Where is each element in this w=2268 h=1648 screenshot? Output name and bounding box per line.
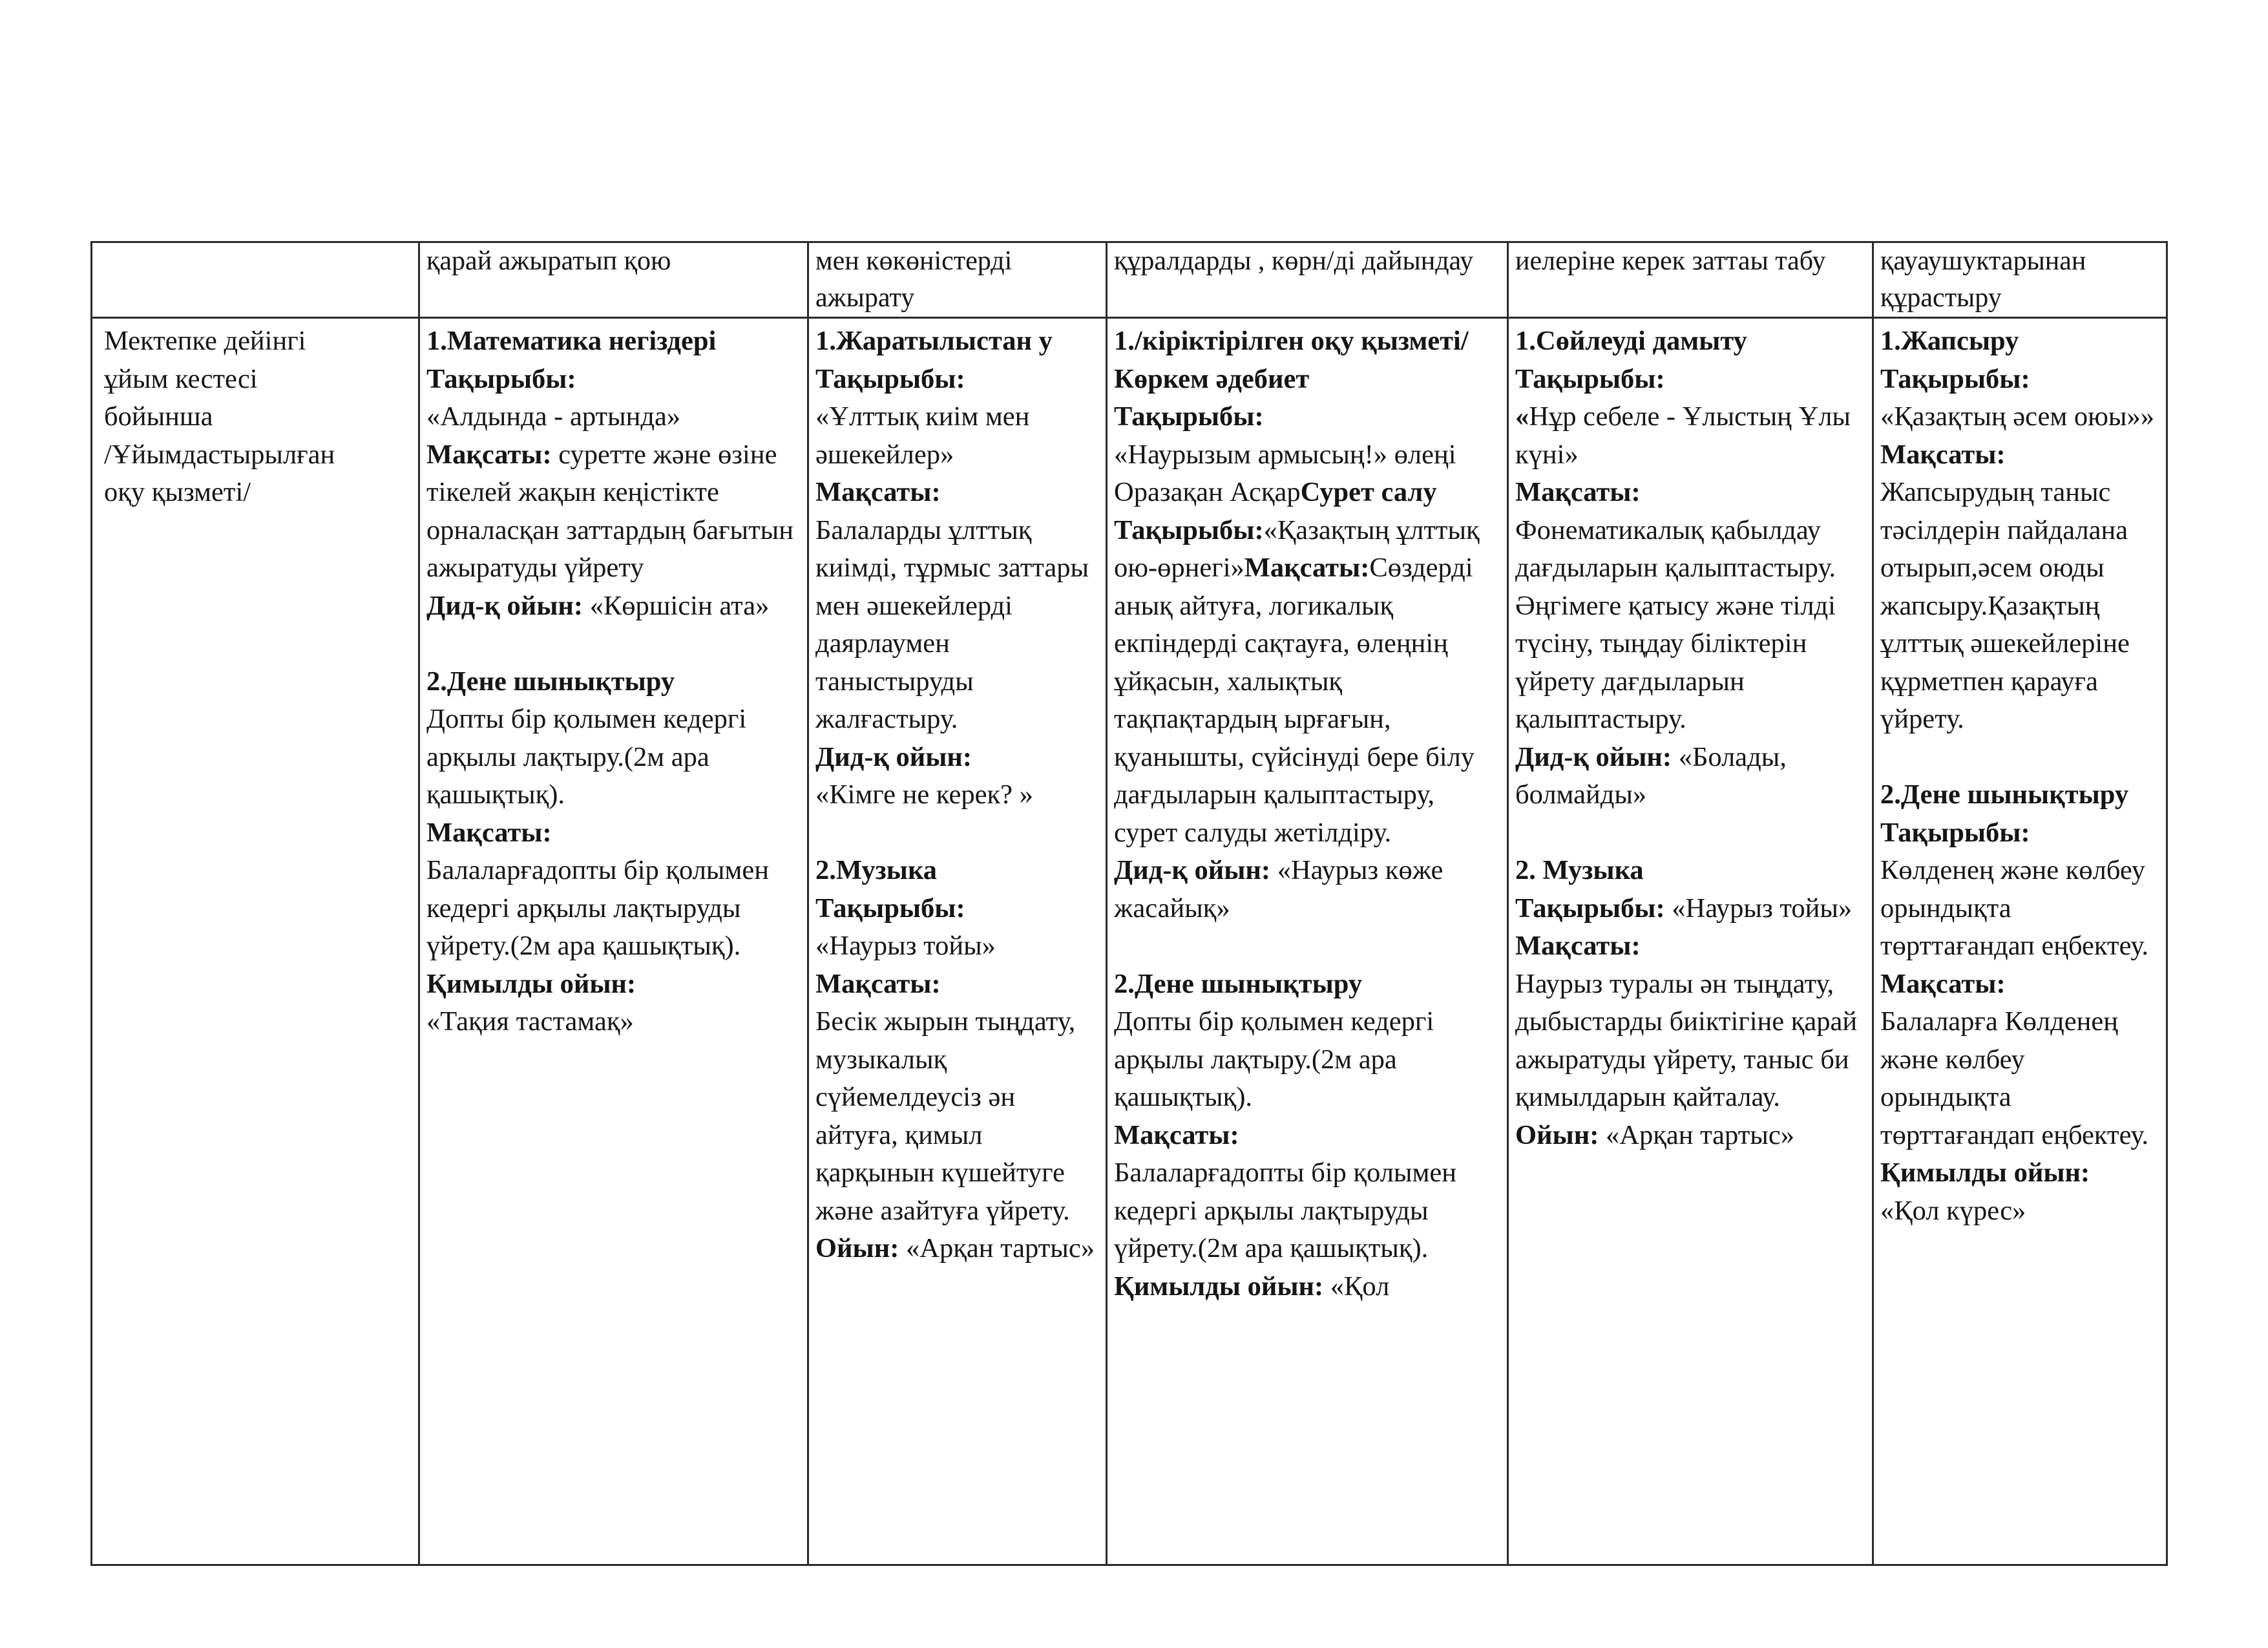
activity-heading-text: 2.Дене шынықтыру (1880, 779, 2129, 810)
day-cell-tue (808, 318, 1107, 1565)
activity-body-text: суретте және өзіне тікелей жақын кеңістікте орналасқан заттардың бағытын ажыратуды үйрету (426, 439, 793, 583)
activity-heading-text: Қимылды ойын: (1114, 1271, 1330, 1302)
activity-body-text: «Қазақтың әсем оюы»» (1880, 401, 2154, 432)
activity-heading-text: Мақсаты: (1880, 439, 2006, 470)
activity-paragraph (1114, 361, 1500, 399)
activity-body-text: «Наурызым армысың!» өлеңі Оразақан Асқар (1114, 439, 1456, 507)
activity-body-text: «Қол (1330, 1271, 1390, 1302)
activity-heading-text: Тақырыбы: (1114, 401, 1264, 432)
activity-paragraph (426, 1003, 801, 1041)
activity-heading-text: Мақсаты: (815, 477, 941, 507)
row-label-cell (92, 318, 419, 1565)
header-cell: мен көкөністерді ажырату (808, 242, 1107, 318)
activity-heading-text: Көркем әдебиет (1114, 363, 1310, 394)
activity-heading-text: Тақырыбы: (1515, 363, 1665, 394)
activity-heading-text: 2.Музыка (815, 855, 938, 885)
activity-body-text: Көлденең және көлбеу орындықта төрттағандап еңбектеу. (1880, 855, 2148, 961)
activity-heading-text: Дид-қ ойын: (815, 741, 972, 772)
activity-body-text: «Қол күрес» (1880, 1195, 2026, 1226)
activity-paragraph (426, 701, 801, 814)
activity-paragraph (1114, 966, 1500, 1004)
activity-paragraph (426, 852, 801, 966)
activity-heading-text: 1.Жапсыру (1880, 326, 2019, 356)
activity-paragraph (1114, 1003, 1500, 1117)
header-cell: құралдарды , көрн/ді дайындау (1107, 242, 1508, 318)
activity-body-text: «Наурыз тойы» (815, 931, 996, 961)
activity-body-text: «Арқан тартыс» (906, 1233, 1095, 1263)
activity-paragraph (426, 663, 801, 701)
header-cell: қауаушуктарынан құрастыру (1873, 242, 2167, 318)
activity-paragraph (426, 966, 801, 1004)
activity-heading-text: Ойын: (1515, 1119, 1606, 1150)
activity-body-text: «Алдында - артында» (426, 401, 681, 432)
activity-paragraph (815, 1230, 1099, 1268)
activity-paragraph (1515, 512, 1865, 739)
continuation-row (92, 242, 2167, 318)
activity-body-text: Наурыз туралы ән тыңдату, дыбыстарды биіктігіне қарай ажыратуды үйрету, таныс би қимылдарын қайталау. (1515, 968, 1858, 1112)
activity-paragraph (1515, 890, 1865, 928)
activity-paragraph (426, 322, 801, 361)
activity-body-text: Допты бір қолымен кедергі арқылы лақтыру.(2м ара қашықтық). (426, 704, 747, 810)
activity-heading-text: Мақсаты: (815, 968, 941, 999)
activity-paragraph (1515, 927, 1865, 966)
activity-paragraph (426, 361, 801, 399)
activity-paragraph (1515, 322, 1865, 361)
activity-body-text: Допты бір қолымен кедергі арқылы лақтыру.(2м ара қашықтық). (1114, 1006, 1434, 1112)
activity-body-text: Балаларға Көлденең және көлбеу орындықта төрттағандап еңбектеу. (1880, 1006, 2148, 1150)
activity-paragraph (815, 890, 1099, 928)
activity-heading-text: Дид-қ ойын: (426, 590, 590, 621)
activity-body-text: Балаларғадопты бір қолымен кедергі арқылы лақтыруды үйрету.(2м ара қашықтық). (1114, 1157, 1456, 1263)
activity-heading-text: Мақсаты: (1880, 968, 2006, 999)
row-label-line: ұйым кестесі (104, 363, 258, 394)
activity-paragraph (815, 739, 1099, 777)
activity-paragraph (1114, 1268, 1500, 1306)
activity-heading-text: 2. Музыка (1515, 855, 1644, 885)
spacer (1515, 814, 1865, 852)
activity-heading-text: 1./кіріктірілген оқу қызметі/ (1114, 326, 1469, 356)
schedule-table (90, 241, 2168, 1566)
activity-body-text: «Кімге не керек? » (815, 779, 1033, 810)
day-cell-wed (1107, 318, 1508, 1565)
activity-body-text: «Көршісін ата» (589, 590, 770, 621)
activity-heading-text: Мақсаты: (426, 817, 552, 848)
activity-heading-text: Мақсаты: (426, 439, 559, 470)
activity-paragraph (1880, 436, 2159, 474)
activity-paragraph (1515, 966, 1865, 1117)
activity-paragraph (1880, 814, 2159, 852)
activity-paragraph (815, 776, 1099, 814)
activity-paragraph (1880, 322, 2159, 361)
activity-heading-text: 1.Сөйлеуді дамыту (1515, 326, 1747, 356)
activity-paragraph (815, 966, 1099, 1004)
activity-heading-text: Тақырыбы: (815, 363, 965, 394)
activity-heading-text: 2.Дене шынықтыру (426, 666, 675, 697)
activity-paragraph (1515, 398, 1865, 474)
row-label-line: бойынша (104, 401, 213, 432)
activity-paragraph (1114, 436, 1500, 852)
activity-paragraph (815, 852, 1099, 890)
day-cell-thu (1508, 318, 1873, 1565)
activity-paragraph (815, 512, 1099, 739)
activity-heading-text: Мақсаты: (1114, 1119, 1239, 1150)
activity-paragraph (815, 322, 1099, 361)
spacer (1114, 927, 1500, 966)
activity-heading-text: Сурет салу Тақырыбы: (1114, 477, 1437, 545)
activity-heading-text: Тақырыбы: (1515, 893, 1672, 924)
activity-paragraph (1880, 1003, 2159, 1154)
activity-paragraph (1880, 966, 2159, 1004)
activity-heading-text: Мақсаты: (1244, 553, 1370, 583)
row-label-line: /Ұйымдастырылған (104, 439, 335, 470)
activity-body-text: «Ұлттық киім мен әшекейлер» (815, 401, 1030, 470)
day-cell-fri (1873, 318, 2167, 1565)
activity-heading-text: « (1515, 401, 1529, 432)
activity-paragraph (1114, 1154, 1500, 1268)
activity-paragraph (1515, 1117, 1865, 1155)
activity-heading-text: Тақырыбы: (426, 363, 576, 394)
row-label-line: Мектепке дейінгі (104, 326, 306, 356)
activity-paragraph (1880, 852, 2159, 966)
activity-paragraph (426, 814, 801, 852)
activity-paragraph (815, 927, 1099, 966)
activity-body-text: Фонематикалық қабылдау дағдыларын қалыптастыру. Әңгімеге қатысу және тілді түсіну, тыңдау біліктерін үйрету дағдыларын қалыптастыру. (1515, 514, 1836, 734)
activity-heading-text: Тақырыбы: (815, 893, 965, 924)
activity-paragraph (1515, 852, 1865, 890)
activity-heading-text: Қимылды ойын: (1880, 1157, 2090, 1188)
activity-body-text: «Наурыз көже жасайық» (1114, 855, 1444, 924)
activity-body-text: «Наурыз тойы» (1672, 893, 1853, 924)
activity-body-text: «Қазақтың ұлттық ою-өрнегі» (1114, 514, 1480, 583)
activity-paragraph (1880, 776, 2159, 814)
spacer (815, 814, 1099, 852)
activity-heading-text: Ойын: (815, 1233, 906, 1263)
activity-paragraph (1880, 1192, 2159, 1231)
activity-paragraph (426, 587, 801, 626)
spacer (426, 625, 801, 663)
activity-heading-text: 2.Дене шынықтыру (1114, 968, 1363, 999)
activity-heading-text: Дид-қ ойын: (1114, 855, 1277, 885)
header-cell: иелеріне керек заттаы табу (1508, 242, 1873, 318)
activity-paragraph (1114, 322, 1500, 361)
activity-paragraph (1114, 852, 1500, 927)
activity-paragraph (1880, 474, 2159, 739)
row-label-line: оқу қызметі/ (104, 477, 251, 507)
activity-paragraph (1515, 474, 1865, 512)
header-cell-label (92, 242, 419, 318)
activity-paragraph (1114, 1117, 1500, 1155)
activity-heading-text: Қимылды ойын: (426, 968, 636, 999)
activity-paragraph (1515, 739, 1865, 814)
activity-heading-text: Тақырыбы: (1880, 817, 2030, 848)
activity-body-text: Бесік жырын тыңдату, музыкалық сүйемелдеусіз ән айтуға, қимыл қарқынын күшейтуге және азайтуға үйрету. (815, 1006, 1076, 1226)
activity-paragraph (1880, 1154, 2159, 1192)
activity-body-text: «Тақия тастамақ» (426, 1006, 634, 1037)
header-cell: қарай ажыратып қою (419, 242, 808, 318)
activity-body-text: Балаларды ұлттық киімді, тұрмыс заттары мен әшекейлерді даярлаумен таныстыруды жалғастыру. (815, 514, 1089, 734)
activity-body-text: Сөздерді анық айтуға, логикалық екпіндерді сақтауға, өлеңнің ұйқасын, халықтық тақпақтардың ырғағын, қуанышты, сүйсінуді бере білу дағдыларын қалыптастыру, сурет салуды жетілдіру. (1114, 553, 1475, 848)
activities-row (92, 318, 2167, 1565)
activity-heading-text: Мақсаты: (1515, 931, 1641, 961)
activity-body-text: Нұр себеле - Ұлыстың Ұлы күні» (1515, 401, 1851, 470)
activity-paragraph (815, 398, 1099, 474)
activity-heading-text: 1.Математика негіздері (426, 326, 717, 356)
activity-paragraph (815, 474, 1099, 512)
activity-paragraph (1515, 361, 1865, 399)
activity-paragraph (1114, 398, 1500, 436)
activity-body-text: «Арқан тартыс» (1606, 1119, 1794, 1150)
activity-heading-text: Мақсаты: (1515, 477, 1641, 507)
spacer (1880, 739, 2159, 777)
activity-paragraph (815, 361, 1099, 399)
activity-paragraph (1880, 361, 2159, 399)
activity-paragraph (1880, 398, 2159, 436)
activity-heading-text: 1.Жаратылыстан у (815, 326, 1053, 356)
activity-paragraph (426, 398, 801, 436)
activity-paragraph (815, 1003, 1099, 1230)
activity-body-text: Балаларғадопты бір қолымен кедергі арқылы лақтыруды үйрету.(2м ара қашықтық). (426, 855, 769, 961)
activity-paragraph (426, 436, 801, 587)
day-cell-mon (419, 318, 808, 1565)
activity-body-text: Жапсырудың таныс тәсілдерін пайдалана отырып,әсем оюды жапсыру.Қазақтың ұлттық әшекейлеріне құрметпен қарауға үйрету. (1880, 477, 2130, 734)
activity-heading-text: Дид-қ ойын: (1515, 741, 1679, 772)
activity-heading-text: Тақырыбы: (1880, 363, 2030, 394)
activity-body-text: «Болады, болмайды» (1515, 741, 1787, 810)
